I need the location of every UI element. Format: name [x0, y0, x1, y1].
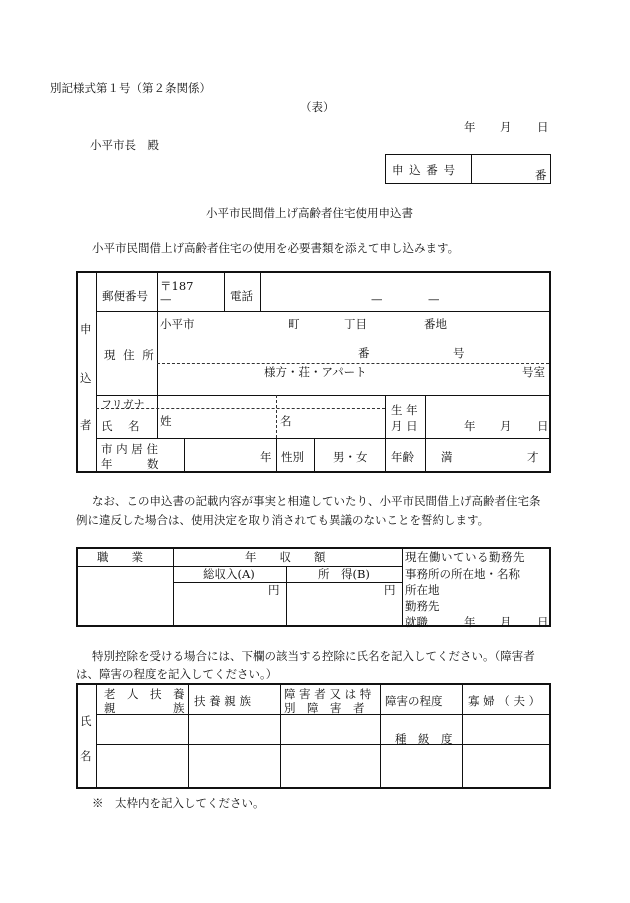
address-chome: 丁目: [344, 317, 367, 331]
employment-label: 就職: [405, 615, 428, 629]
net-income-header: 所 得(B): [318, 567, 370, 581]
location-label: 所在地: [405, 583, 440, 597]
net-yen: 円: [384, 583, 396, 597]
elderly-header-2: 親 族: [104, 701, 185, 715]
application-number-box: [385, 154, 551, 184]
phone-dash-1: —: [371, 292, 383, 306]
birth-day-label: 日: [537, 419, 549, 433]
age-prefix: 満: [441, 450, 453, 464]
name-label: 氏 名: [101, 419, 142, 433]
surname-label: 姓: [160, 414, 172, 428]
address-room: 号室: [522, 365, 545, 379]
disabled-header-1: 障 害 者 又 は 特: [284, 687, 372, 701]
age-unit: 才: [527, 450, 539, 464]
gross-income-header: 総収入(A): [203, 567, 255, 581]
form-number: 別記様式第１号（第２条関係）: [50, 81, 211, 95]
widow-header: 寡 婦 （ 夫 ）: [468, 694, 541, 708]
gross-yen: 円: [268, 583, 280, 597]
employment-month: 月: [500, 615, 512, 629]
intro-text: 小平市民間借上げ高齢者住宅の使用を必要書類を添えて申し込みます。: [92, 241, 460, 255]
application-number-label: 申 込 番 号: [392, 163, 456, 177]
age-label: 年齢: [391, 450, 414, 464]
grade-label: 種 級 度: [395, 732, 453, 746]
address-go: 号: [453, 346, 465, 360]
postal-label: 郵便番号: [102, 289, 148, 303]
residence-unit: 年: [260, 450, 272, 464]
workplace-header-1: 現在働いている勤務先: [405, 550, 525, 564]
elderly-header-1: 老 人 扶 養: [104, 687, 185, 701]
phone-label: 電話: [230, 289, 253, 303]
side-label-1: 申: [80, 322, 92, 336]
oath-line-2: 例に違反した場合は、使用決定を取り消されても異議のないことを誓約します。: [76, 513, 490, 527]
application-number-unit: 番: [535, 168, 547, 182]
occupation-header: 職 業: [97, 550, 143, 564]
address-building: 様方・荘・アパート: [264, 365, 367, 379]
employer-label: 勤務先: [405, 599, 440, 613]
phone-dash-2: —: [428, 292, 440, 306]
sex-label: 性別: [281, 450, 304, 464]
address-banchi: 番地: [424, 317, 447, 331]
employment-year: 年: [464, 615, 476, 629]
deduction-line-2: は、障害の程度を記入してください。）: [76, 667, 278, 681]
form-side: （表）: [300, 100, 335, 114]
date-year-label: 年: [464, 120, 476, 134]
date-month-label: 月: [500, 120, 512, 134]
deduction-side-2: 名: [80, 749, 92, 763]
degree-header: 障害の程度: [385, 694, 443, 708]
residence-label-1: 市 内 居 住: [101, 442, 158, 456]
employment-day: 日: [537, 615, 549, 629]
side-label-3: 者: [80, 418, 92, 432]
given-name-label: 名: [280, 414, 292, 428]
side-label-2: 込: [80, 371, 92, 385]
furigana-label: フリガナ: [101, 398, 145, 411]
sex-value[interactable]: 男・女: [333, 450, 368, 464]
birth-year-label: 年: [464, 419, 476, 433]
dependent-header: 扶 養 親 族: [194, 694, 251, 708]
annual-income-header: 年 収 額: [245, 550, 326, 564]
postal-value[interactable]: 〒187: [160, 279, 194, 293]
deduction-side-1: 氏: [80, 714, 92, 728]
address-ban: 番: [358, 346, 370, 360]
residence-label-2: 年 数: [101, 457, 159, 471]
date-day-label: 日: [537, 120, 549, 134]
birth-label-2: 月 日: [391, 419, 418, 433]
page-title: 小平市民間借上げ高齢者住宅使用申込書: [206, 206, 413, 220]
address-label: 現 住 所: [104, 348, 156, 362]
deduction-line-1: 特別控除を受ける場合には、下欄の該当する控除に氏名を記入してください。（障害者: [92, 649, 535, 663]
disabled-header-2: 別 障 害 者: [284, 701, 365, 715]
birth-label-1: 生 年: [391, 403, 418, 417]
oath-line-1: なお、この申込書の記載内容が事実と相違していたり、小平市民間借上げ高齢者住宅条: [92, 494, 541, 508]
workplace-header-2: 事務所の所在地・名称: [405, 567, 520, 581]
addressee: 小平市長 殿: [90, 138, 159, 152]
address-town: 町: [288, 317, 300, 331]
birth-month-label: 月: [500, 419, 512, 433]
address-city: 小平市: [160, 317, 195, 331]
postal-dash: —: [160, 292, 172, 306]
footnote: ※ 太枠内を記入してください。: [92, 796, 265, 810]
